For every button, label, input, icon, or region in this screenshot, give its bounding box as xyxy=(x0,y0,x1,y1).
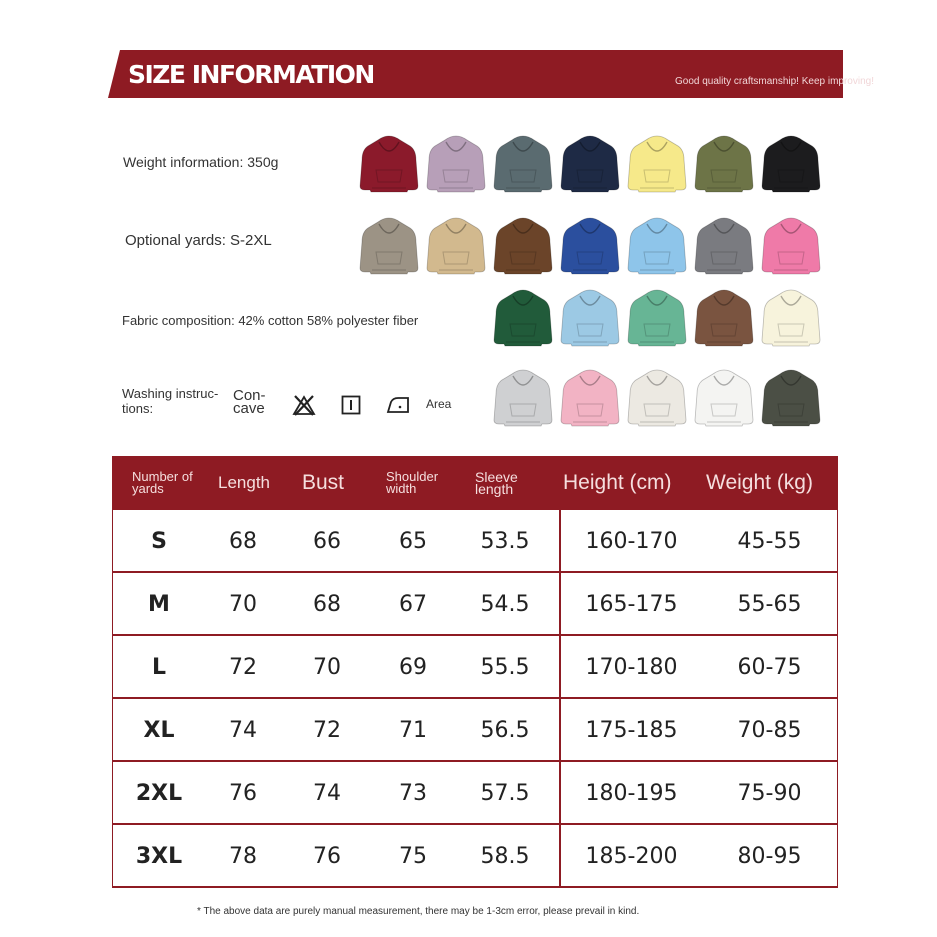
header-height: Height (cm) xyxy=(563,471,672,494)
cell-height: 165-175 xyxy=(585,592,678,617)
table-row xyxy=(113,636,837,699)
header-sleeve: Sleeve length xyxy=(475,469,518,497)
cell-bust: 66 xyxy=(313,529,341,554)
hoodie-swatch xyxy=(626,288,688,348)
cell-sleeve: 54.5 xyxy=(480,592,530,617)
hoodie-swatch xyxy=(626,134,688,194)
tumble-dry-icon xyxy=(341,395,361,420)
cell-weight: 70-85 xyxy=(737,718,802,743)
hoodie-swatch xyxy=(760,288,822,348)
cell-shoulder: 69 xyxy=(399,655,427,680)
cell-bust: 72 xyxy=(313,718,341,743)
cell-height: 180-195 xyxy=(585,781,678,806)
cell-shoulder: 67 xyxy=(399,592,427,617)
hoodie-swatch xyxy=(358,134,420,194)
concave-line2: cave xyxy=(233,400,265,417)
hoodie-swatch xyxy=(559,288,621,348)
hoodie-swatch xyxy=(559,368,621,428)
hoodie-swatch xyxy=(626,368,688,428)
header-yards: Number of yards xyxy=(132,469,193,496)
table-row xyxy=(113,510,837,573)
hoodie-swatch xyxy=(693,134,755,194)
cell-sleeve: 57.5 xyxy=(480,781,530,806)
footnote: * The above data are purely manual measurement, there may be 1-3cm error, please prevail in kind. xyxy=(197,906,640,917)
table-row xyxy=(113,573,837,636)
hoodie-swatch xyxy=(693,368,755,428)
hoodie-swatch xyxy=(693,288,755,348)
cell-weight: 60-75 xyxy=(737,655,802,680)
cell-size: M xyxy=(148,592,170,617)
cell-bust: 68 xyxy=(313,592,341,617)
concave-line1: Con- xyxy=(233,387,266,404)
area-label: Area xyxy=(426,397,452,411)
table-divider xyxy=(559,510,561,888)
table-row xyxy=(113,699,837,762)
cell-length: 78 xyxy=(229,844,257,869)
hoodie-swatch xyxy=(559,134,621,194)
cell-size: S xyxy=(151,529,167,554)
hoodie-swatch xyxy=(760,216,822,276)
hoodie-swatch xyxy=(492,288,554,348)
hoodie-swatch xyxy=(492,134,554,194)
cell-size: 3XL xyxy=(135,844,183,869)
washing-label-line1: Washing instruc- xyxy=(122,386,219,401)
cell-size: L xyxy=(151,655,167,680)
cell-size: XL xyxy=(143,718,175,743)
cell-height: 175-185 xyxy=(585,718,678,743)
cell-length: 74 xyxy=(229,718,257,743)
cell-size: 2XL xyxy=(135,781,183,806)
iron-icon xyxy=(386,396,411,419)
cell-weight: 45-55 xyxy=(737,529,802,554)
concave-label xyxy=(233,389,266,415)
cell-shoulder: 73 xyxy=(399,781,427,806)
hoodie-swatch xyxy=(492,368,554,428)
hoodie-swatch xyxy=(693,216,755,276)
cell-sleeve: 53.5 xyxy=(480,529,530,554)
table-row xyxy=(113,825,837,888)
cell-shoulder: 71 xyxy=(399,718,427,743)
cell-bust: 76 xyxy=(313,844,341,869)
cell-height: 160-170 xyxy=(585,529,678,554)
cell-sleeve: 56.5 xyxy=(480,718,530,743)
cell-length: 70 xyxy=(229,592,257,617)
hoodie-swatch xyxy=(626,216,688,276)
cell-weight: 75-90 xyxy=(737,781,802,806)
cell-sleeve: 58.5 xyxy=(480,844,530,869)
cell-length: 68 xyxy=(229,529,257,554)
header-shoulder: Shoulder width xyxy=(386,469,439,496)
cell-length: 76 xyxy=(229,781,257,806)
table-header xyxy=(112,456,838,510)
header-weight: Weight (kg) xyxy=(706,471,813,494)
hoodie-swatch xyxy=(358,216,420,276)
washing-label-line2: tions: xyxy=(122,401,154,416)
hoodie-swatch xyxy=(425,216,487,276)
hoodie-swatch xyxy=(760,368,822,428)
hoodie-swatch xyxy=(425,134,487,194)
hoodie-swatch xyxy=(492,216,554,276)
page-title: SIZE INFORMATION xyxy=(128,60,374,89)
no-bleach-icon xyxy=(292,394,316,421)
size-table xyxy=(112,456,838,888)
weight-info: Weight information: 350g xyxy=(123,154,279,170)
cell-sleeve: 55.5 xyxy=(480,655,530,680)
table-body xyxy=(112,510,838,888)
cell-height: 185-200 xyxy=(585,844,678,869)
cell-bust: 70 xyxy=(313,655,341,680)
cell-height: 170-180 xyxy=(585,655,678,680)
hoodie-swatch xyxy=(760,134,822,194)
header-tagline: Good quality craftsmanship! Keep improving! xyxy=(675,76,874,87)
cell-length: 72 xyxy=(229,655,257,680)
cell-weight: 55-65 xyxy=(737,592,802,617)
table-row xyxy=(113,762,837,825)
cell-shoulder: 65 xyxy=(399,529,427,554)
hoodie-swatch xyxy=(559,216,621,276)
header-bust: Bust xyxy=(302,471,345,494)
header-length: Length xyxy=(218,473,270,492)
cell-shoulder: 75 xyxy=(399,844,427,869)
washing-label xyxy=(122,386,218,416)
yards-info: Optional yards: S-2XL xyxy=(125,232,272,249)
cell-weight: 80-95 xyxy=(737,844,802,869)
cell-bust: 74 xyxy=(313,781,341,806)
fabric-info: Fabric composition: 42% cotton 58% polyester fiber xyxy=(122,313,419,328)
